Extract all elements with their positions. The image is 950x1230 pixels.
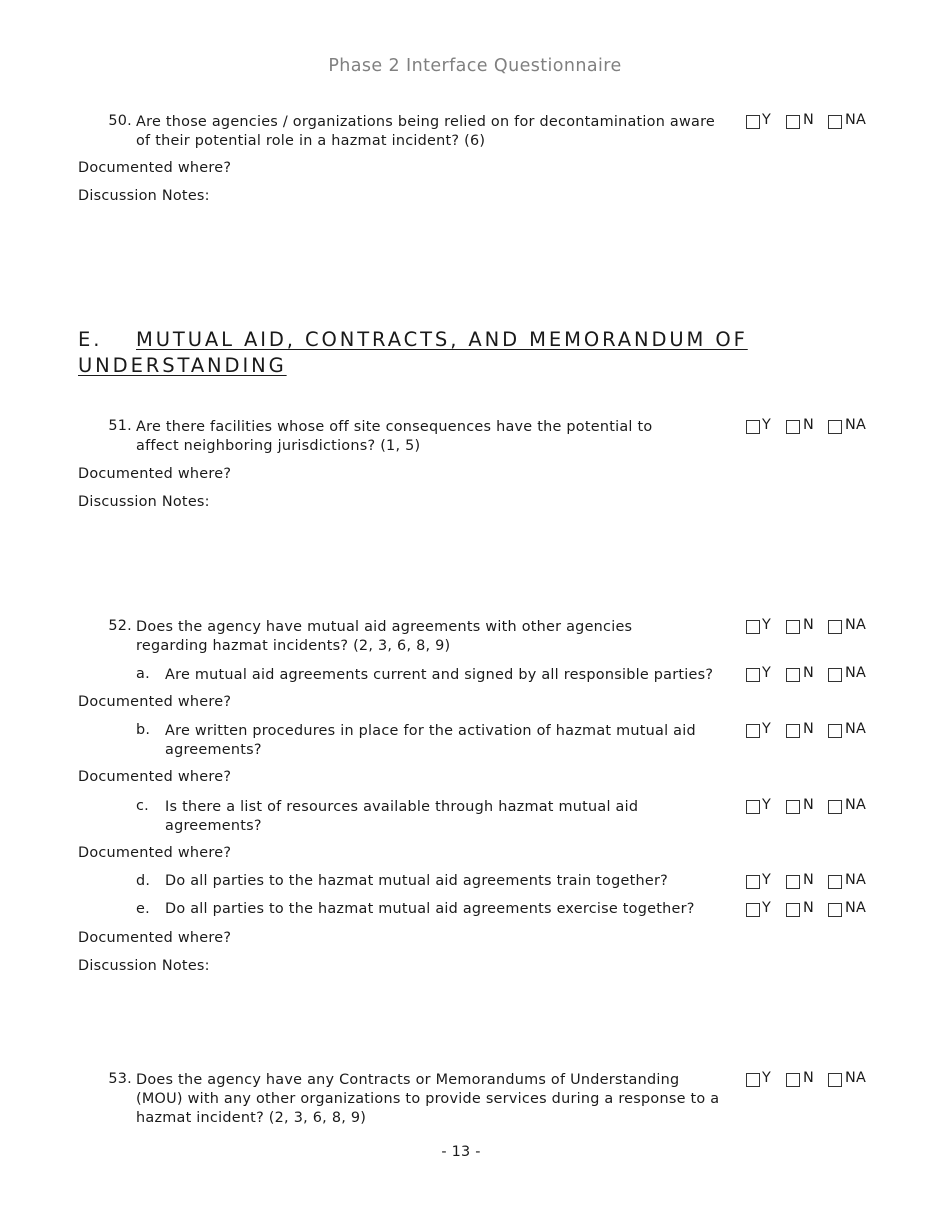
question-text-51: Are there facilities whose off site consequences have the potential to affect neighboring jurisdictions? (1, 5) [136,419,653,454]
checkbox-na-label: NA [845,721,867,737]
sub-question-letter-52d: d. [136,873,151,889]
sub-question-text-52e: Do all parties to the hazmat mutual aid agreements exercise together? [165,901,695,917]
checkbox-yes[interactable] [746,800,760,814]
checkbox-na-label: NA [845,900,867,916]
checkbox-no[interactable] [786,875,800,889]
checkbox-yes[interactable] [746,115,760,129]
checkbox-yes-label: Y [762,617,772,633]
page-header-title: Phase 2 Interface Questionnaire [328,56,622,76]
question-number-53: 53. [108,1071,132,1087]
checkbox-yes[interactable] [746,875,760,889]
checkbox-no-label: N [803,617,815,633]
section-title: MUTUAL AID, CONTRACTS, AND MEMORANDUM OF UNDERSTANDING [78,328,748,377]
checkbox-yes[interactable] [746,1073,760,1087]
answer-group-52e [746,900,876,921]
answer-group-52c [746,797,876,818]
answer-group-52b [746,721,876,742]
checkbox-no-label: N [803,417,815,433]
documented-where-label: Documented where? [78,845,232,861]
checkbox-na[interactable] [828,668,842,682]
question-number-50: 50. [108,113,132,129]
sub-question-letter-52a: a. [136,666,150,682]
checkbox-no-label: N [803,1070,815,1086]
checkbox-yes-label: Y [762,665,772,681]
checkbox-na-label: NA [845,872,867,888]
checkbox-na-label: NA [845,417,867,433]
sub-question-text-52d: Do all parties to the hazmat mutual aid agreements train together? [165,873,669,889]
checkbox-na-label: NA [845,112,867,128]
checkbox-yes[interactable] [746,903,760,917]
checkbox-no[interactable] [786,115,800,129]
checkbox-no-label: N [803,112,815,128]
documented-where-label: Documented where? [78,466,232,482]
checkbox-no[interactable] [786,620,800,634]
answer-group-53 [746,1070,876,1091]
checkbox-yes-label: Y [762,872,772,888]
checkbox-no-label: N [803,900,815,916]
documented-where-label: Documented where? [78,160,232,176]
checkbox-no[interactable] [786,800,800,814]
sub-question-letter-52e: e. [136,901,150,917]
answer-group-52d [746,872,876,893]
checkbox-yes[interactable] [746,724,760,738]
checkbox-na-label: NA [845,797,867,813]
documented-where-label: Documented where? [78,930,232,946]
sub-question-text-52a: Are mutual aid agreements current and signed by all responsible parties? [165,667,714,683]
section-letter: E. [78,328,103,351]
checkbox-na[interactable] [828,875,842,889]
page-number: - 13 - [441,1144,481,1160]
documented-where-label: Documented where? [78,694,232,710]
checkbox-no-label: N [803,665,815,681]
checkbox-no-label: N [803,721,815,737]
answer-group-51 [746,417,876,438]
sub-question-text-52b: Are written procedures in place for the activation of hazmat mutual aid agreements? [165,723,696,758]
sub-question-letter-52c: c. [136,798,149,814]
answer-group-52 [746,617,876,638]
sub-question-letter-52b: b. [136,722,151,738]
checkbox-na[interactable] [828,115,842,129]
question-text-50: Are those agencies / organizations being relied on for decontamination aware of their potential role in a hazmat incident? (6) [136,114,716,149]
answer-group-52a [746,665,876,686]
checkbox-yes-label: Y [762,417,772,433]
checkbox-yes-label: Y [762,797,772,813]
question-text-53: Does the agency have any Contracts or Memorandums of Understanding (MOU) with any other organizations to provide services during a response to a hazmat incident? (2, 3, 6, 8, 9) [136,1072,720,1126]
discussion-notes-label: Discussion Notes: [78,494,210,510]
checkbox-na[interactable] [828,903,842,917]
question-text-52: Does the agency have mutual aid agreements with other agencies regarding hazmat incidents? (2, 3, 6, 8, 9) [136,619,633,654]
checkbox-yes[interactable] [746,620,760,634]
section-heading [78,327,798,379]
checkbox-na[interactable] [828,800,842,814]
checkbox-yes[interactable] [746,420,760,434]
checkbox-na[interactable] [828,724,842,738]
checkbox-na-label: NA [845,1070,867,1086]
discussion-notes-label: Discussion Notes: [78,188,210,204]
checkbox-no[interactable] [786,903,800,917]
checkbox-no[interactable] [786,668,800,682]
checkbox-yes-label: Y [762,721,772,737]
checkbox-yes-label: Y [762,900,772,916]
checkbox-na-label: NA [845,665,867,681]
checkbox-yes[interactable] [746,668,760,682]
checkbox-yes-label: Y [762,112,772,128]
answer-group-50 [746,112,876,133]
checkbox-no[interactable] [786,1073,800,1087]
checkbox-na[interactable] [828,620,842,634]
question-number-52: 52. [108,618,132,634]
checkbox-na-label: NA [845,617,867,633]
question-number-51: 51. [108,418,132,434]
checkbox-na[interactable] [828,420,842,434]
checkbox-no[interactable] [786,724,800,738]
checkbox-yes-label: Y [762,1070,772,1086]
sub-question-text-52c: Is there a list of resources available through hazmat mutual aid agreements? [165,799,639,834]
discussion-notes-label: Discussion Notes: [78,958,210,974]
checkbox-na[interactable] [828,1073,842,1087]
documented-where-label: Documented where? [78,769,232,785]
checkbox-no[interactable] [786,420,800,434]
checkbox-no-label: N [803,797,815,813]
checkbox-no-label: N [803,872,815,888]
